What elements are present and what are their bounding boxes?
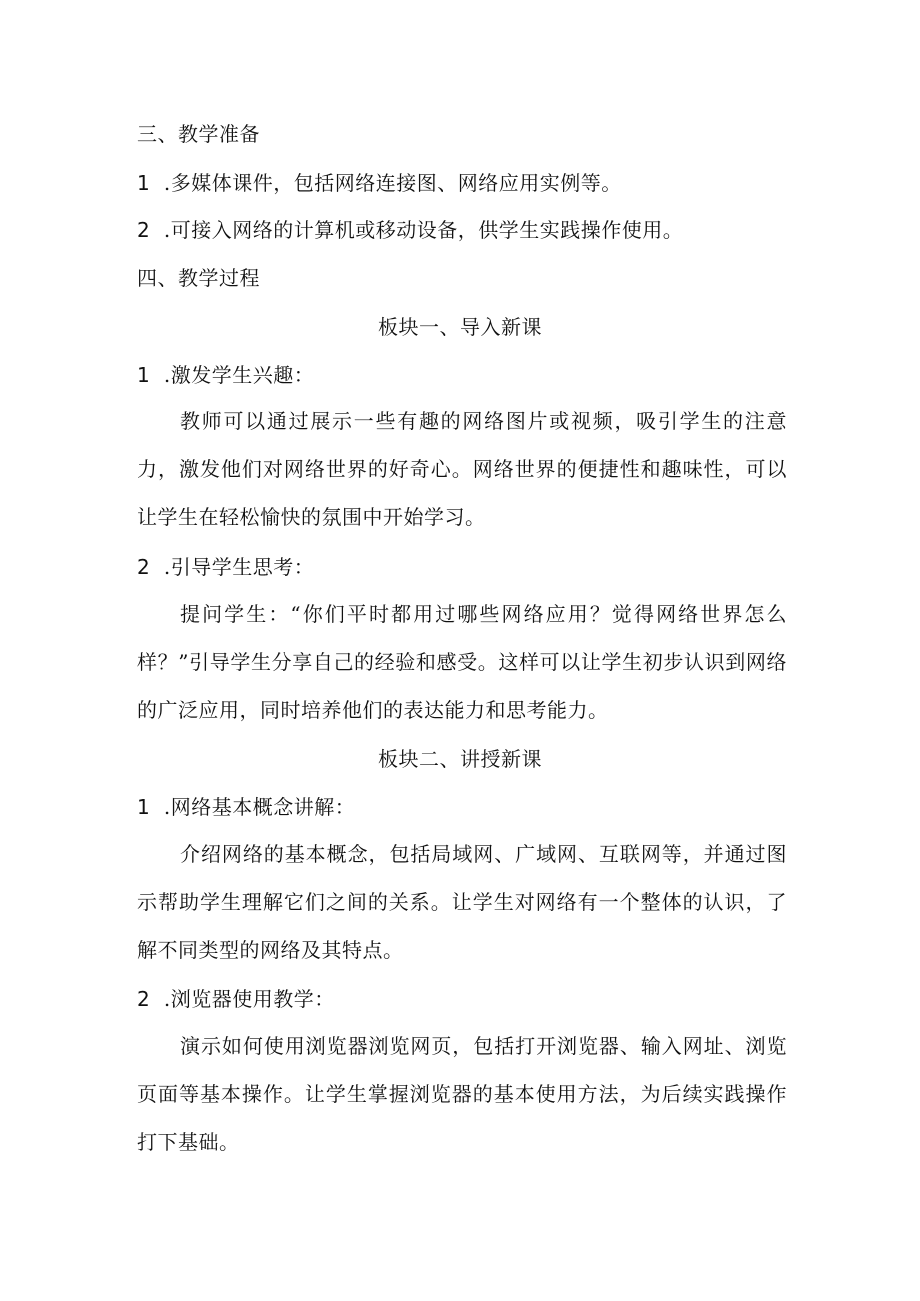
block-title-intro: 板块一、导入新课 xyxy=(378,315,542,339)
list-item-number: 1 xyxy=(137,171,151,195)
section-heading-teaching-preparation: 三、教学准备 xyxy=(137,122,260,146)
list-item xyxy=(137,171,622,195)
list-item-number: 1 xyxy=(137,363,151,387)
list-item-text: .可接入网络的计算机或移动设备，供学生实践操作使用。 xyxy=(163,218,684,242)
paragraph: 介绍网络的基本概念，包括局域网、广域网、互联网等，并通过图示帮助学生理解它们之间的关系。让学生对网络有一个整体的认识，了解不同类型的网络及其特点。 xyxy=(137,842,787,962)
list-item-text: .激发学生兴趣： xyxy=(163,363,315,387)
list-item xyxy=(137,987,335,1011)
paragraph: 演示如何使用浏览器浏览网页，包括打开浏览器、输入网址、浏览页面等基本操作。让学生掌握浏览器的基本使用方法，为后续实践操作打下基础。 xyxy=(137,1034,787,1154)
paragraph: 教师可以通过展示一些有趣的网络图片或视频，吸引学生的注意力，激发他们对网络世界的好奇心。网络世界的便捷性和趣味性，可以让学生在轻松愉快的氛围中开始学习。 xyxy=(137,409,787,529)
list-item xyxy=(137,363,314,387)
list-item-number: 2 xyxy=(137,987,151,1011)
block-title-new-lesson: 板块二、讲授新课 xyxy=(378,747,542,771)
list-item-number: 2 xyxy=(137,555,151,579)
list-item-text: .浏览器使用教学： xyxy=(163,987,335,1011)
list-item xyxy=(137,795,355,819)
list-item-number: 2 xyxy=(137,218,151,242)
list-item-number: 1 xyxy=(137,795,151,819)
list-item-text: .网络基本概念讲解： xyxy=(163,795,356,819)
paragraph: 提问学生：“你们平时都用过哪些网络应用？觉得网络世界怎么样？”引导学生分享自己的经验和感受。这样可以让学生初步认识到网络的广泛应用，同时培养他们的表达能力和思考能力。 xyxy=(137,602,787,722)
list-item xyxy=(137,555,314,579)
list-item-text: .引导学生思考： xyxy=(163,555,315,579)
list-item-text: .多媒体课件，包括网络连接图、网络应用实例等。 xyxy=(163,171,622,195)
list-item xyxy=(137,218,683,242)
section-heading-teaching-process: 四、教学过程 xyxy=(137,266,260,290)
